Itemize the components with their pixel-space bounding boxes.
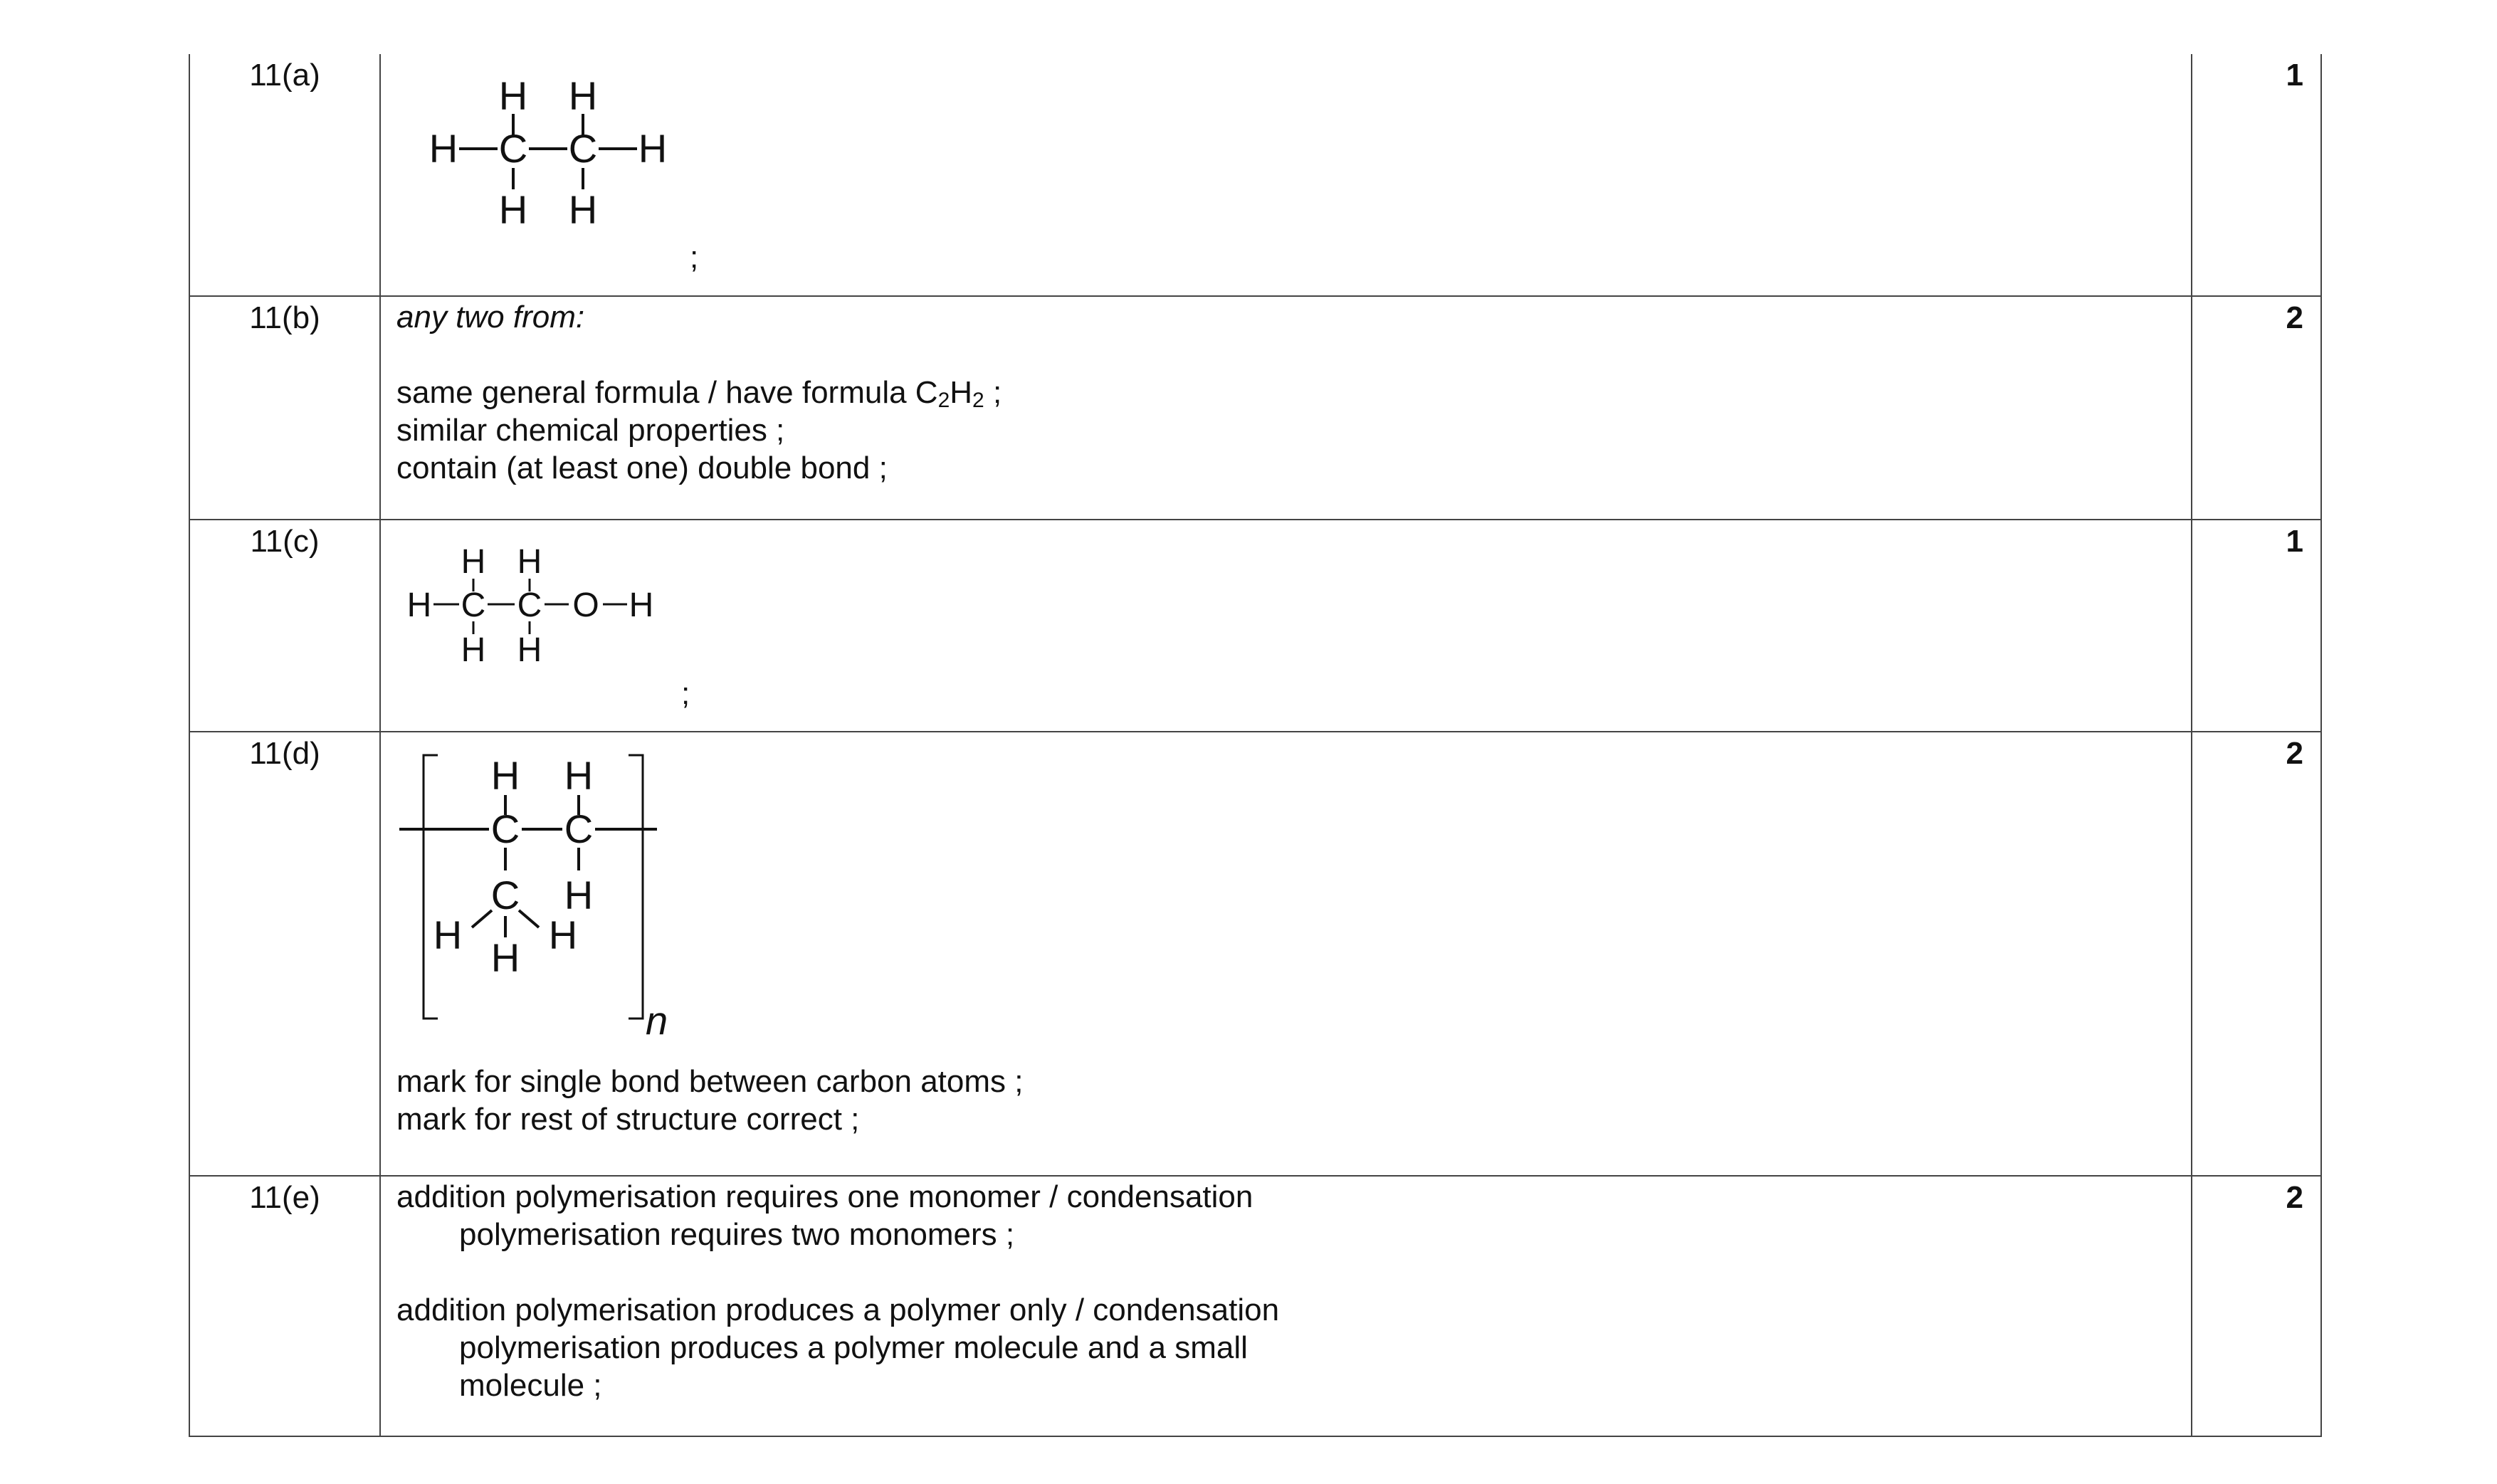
atom-h: H <box>564 753 594 798</box>
atom-h: H <box>638 126 668 171</box>
answer-line: mark for single bond between carbon atoms ; <box>396 1064 1024 1099</box>
mark-scheme-table <box>189 54 2322 1437</box>
answer-line: polymerisation requires two monomers ; <box>459 1217 1015 1252</box>
question-number: 11(d) <box>189 732 380 1176</box>
atom-h: H <box>498 187 528 232</box>
row-11b <box>189 296 2321 520</box>
atom-c: C <box>461 586 486 624</box>
atom-h: H <box>406 586 432 624</box>
row-11e <box>189 1176 2321 1436</box>
atom-c: C <box>490 806 520 851</box>
marks: 1 <box>2192 54 2321 296</box>
answer-point: contain (at least one) double bond ; <box>396 451 888 485</box>
answer-intro: any two from: <box>396 300 585 335</box>
atom-h: H <box>490 753 520 798</box>
atom-h: H <box>568 187 598 232</box>
answer-line: addition polymerisation requires one monomer / condensation <box>396 1179 1253 1214</box>
question-number: 11(e) <box>189 1176 380 1436</box>
atom-o: O <box>572 586 599 624</box>
atom-c: C <box>490 873 520 917</box>
marks: 1 <box>2192 520 2321 732</box>
atom-h: H <box>517 631 542 669</box>
marks: 2 <box>2192 296 2321 520</box>
answer-point: same general formula / have formula $C_2H_2$ ; <box>396 375 1002 412</box>
question-number: 11(b) <box>189 296 380 520</box>
terminator: ; <box>690 240 699 275</box>
atom-h: H <box>490 935 520 980</box>
terminator: ; <box>681 676 690 711</box>
atom-h: H <box>461 543 486 581</box>
atom-h: H <box>498 73 528 118</box>
marks: 2 <box>2192 732 2321 1176</box>
answer-cell <box>380 520 2192 732</box>
answer-cell <box>380 296 2192 520</box>
answer-point: similar chemical properties ; <box>396 413 785 448</box>
atom-h: H <box>564 873 594 917</box>
answer-line: mark for rest of structure correct ; <box>396 1102 860 1137</box>
answer-cell <box>380 1176 2192 1436</box>
question-number: 11(a) <box>189 54 380 296</box>
answer-line: polymerisation produces a polymer molecule and a small <box>459 1330 1248 1365</box>
ethanol-structure <box>396 522 752 714</box>
atom-c: C <box>517 586 542 624</box>
atom-h: H <box>429 126 458 171</box>
row-11a <box>189 54 2321 296</box>
atom-h: H <box>629 586 654 624</box>
atom-c: C <box>568 126 598 171</box>
answer-line: addition polymerisation produces a polymer only / condensation <box>396 1293 1280 1327</box>
row-11c <box>189 520 2321 732</box>
row-11d <box>189 732 2321 1176</box>
marks: 2 <box>2192 1176 2321 1436</box>
answer-cell <box>380 54 2192 296</box>
atom-h: H <box>433 912 463 957</box>
atom-h: H <box>568 73 598 118</box>
ethane-structure <box>396 56 752 276</box>
answer-line: molecule ; <box>459 1368 602 1403</box>
repeat-n: n <box>646 998 668 1043</box>
polypropene-structure <box>396 734 824 1047</box>
atom-h: H <box>517 543 542 581</box>
atom-h: H <box>461 631 486 669</box>
answer-cell <box>380 732 2192 1176</box>
question-number: 11(c) <box>189 520 380 732</box>
atom-c: C <box>564 806 594 851</box>
atom-c: C <box>498 126 528 171</box>
atom-h: H <box>548 912 578 957</box>
